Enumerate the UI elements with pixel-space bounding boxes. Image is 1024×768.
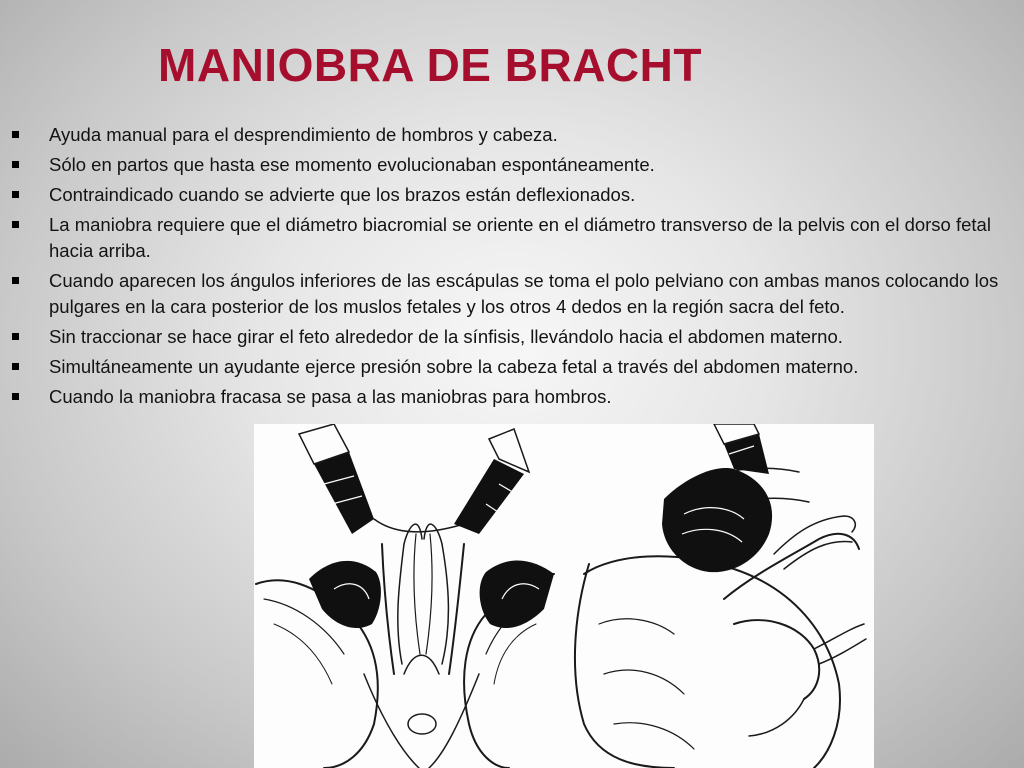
bullet-text: Contraindicado cuando se advierte que los brazos están deflexionados. — [49, 184, 636, 205]
bullet-item — [12, 384, 1018, 410]
square-bullet-icon — [12, 363, 19, 370]
bullet-text: La maniobra requiere que el diámetro biacromial se oriente en el diámetro transverso de la pelvis con el dorso fetal hacia arriba. — [49, 214, 991, 261]
bullet-item — [12, 212, 1018, 264]
bullet-item — [12, 152, 1018, 178]
square-bullet-icon — [12, 333, 19, 340]
bullet-text: Cuando la maniobra fracasa se pasa a las maniobras para hombros. — [49, 386, 612, 407]
bullet-text: Simultáneamente un ayudante ejerce presión sobre la cabeza fetal a través del abdomen materno. — [49, 356, 859, 377]
bullet-text: Cuando aparecen los ángulos inferiores de las escápulas se toma el polo pelviano con ambas manos colocando los pulgares en la cara posterior de los muslos fetales y los otros 4 dedos en la región sacra del feto. — [49, 270, 999, 317]
square-bullet-icon — [12, 191, 19, 198]
bullet-item — [12, 122, 1018, 148]
bracht-maneuver-illustration — [254, 424, 874, 768]
square-bullet-icon — [12, 131, 19, 138]
bullet-text: Sin traccionar se hace girar el feto alrededor de la sínfisis, llevándolo hacia el abdomen materno. — [49, 326, 843, 347]
slide-title: MANIOBRA DE BRACHT — [158, 39, 702, 91]
bullet-item — [12, 354, 1018, 380]
bullet-text: Ayuda manual para el desprendimiento de hombros y cabeza. — [49, 124, 558, 145]
bullet-text: Sólo en partos que hasta ese momento evolucionaban espontáneamente. — [49, 154, 655, 175]
square-bullet-icon — [12, 161, 19, 168]
bullet-list — [12, 122, 1018, 414]
bullet-item — [12, 182, 1018, 208]
bullet-item — [12, 268, 1018, 320]
square-bullet-icon — [12, 393, 19, 400]
square-bullet-icon — [12, 221, 19, 228]
square-bullet-icon — [12, 277, 19, 284]
bullet-item — [12, 324, 1018, 350]
